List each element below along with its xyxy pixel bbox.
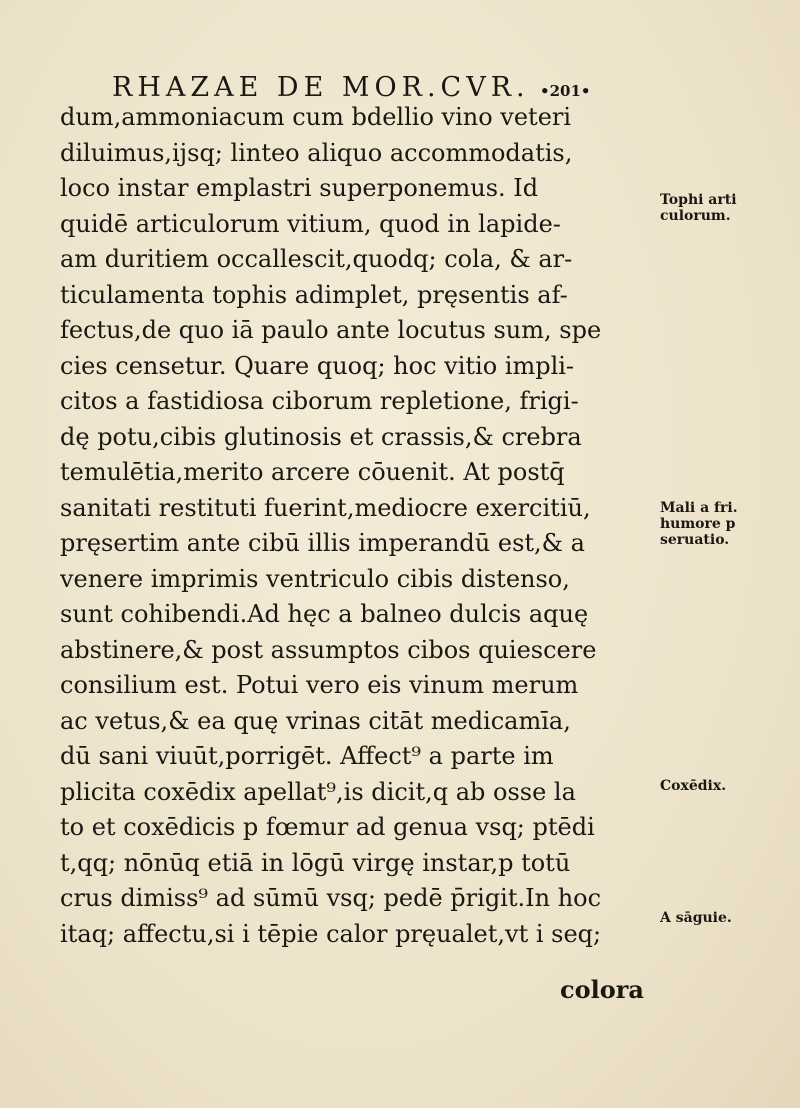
margin-note-line: humore p: [660, 516, 736, 532]
margin-note-line: A sāguie.: [660, 910, 732, 926]
text-line: temulētia,merito arcere cōuenit. At postq̄: [60, 458, 565, 486]
margin-note-mali: [660, 500, 792, 548]
text-line: cies censetur. Quare quoq; hoc vitio impli-: [60, 351, 575, 380]
text-line: diluimus,ijsq; linteo aliquo accommodatis,: [60, 138, 573, 167]
text-line: sunt cohibendi.Ad hęc a balneo dulcis aquę: [60, 600, 589, 628]
text-line: ticulamenta tophis adimplet, pręsentis af-: [60, 280, 568, 309]
margin-note-line: culorum.: [660, 208, 731, 224]
margin-note-tophi: [660, 192, 792, 224]
text-line: dum,ammoniacum cum bdellio vino veteri: [60, 103, 572, 131]
running-title: RHAZAE DE MOR.CVR.: [112, 72, 530, 103]
text-line: quidē articulorum vitium, quod in lapide-: [60, 209, 561, 238]
text-line: abstinere,& post assumptos cibos quiescere: [60, 635, 597, 664]
text-line: loco instar emplastri superponemus. Id: [60, 174, 539, 202]
text-line: pręsertim ante cibū illis imperandū est,& a: [60, 529, 585, 557]
text-line: am duritiem occallescit,quodq; cola, & ar-: [60, 245, 573, 273]
margin-note-line: Mali a fri.: [660, 500, 738, 516]
margin-note-coxendix: [660, 778, 792, 794]
text-line: fectus,de quo iā paulo ante locutus sum, spe: [60, 316, 602, 344]
margin-note-line: Tophi arti: [660, 192, 737, 208]
text-line: venere imprimis ventriculo cibis distenso,: [60, 564, 570, 593]
margin-note-line: seruatio.: [660, 532, 730, 548]
text-line: sanitati restituti fuerint,mediocre exercitiū,: [60, 493, 591, 522]
text-line: dū sani viuūt,porrigēt. Affect⁹ a parte im: [60, 742, 554, 770]
main-text-block: [60, 100, 660, 952]
text-line: consilium est. Potui vero eis vinum merum: [60, 671, 579, 699]
margin-note-line: Coxēdix.: [660, 778, 727, 794]
margin-note-sanguine: [660, 910, 792, 926]
text-line: t,qq; nōnūq etiā in lōgū virgę instar,p totū: [60, 848, 571, 877]
text-line: plicita coxēdix apellat⁹,is dicit,q ab osse la: [60, 777, 576, 806]
catchword: colora: [560, 975, 644, 1004]
page-number: •201•: [540, 82, 591, 100]
text-line: to et coxēdicis p fœmur ad genua vsq; ptēdi: [60, 813, 595, 841]
text-line: itaq; affectu,si i tēpie calor pręualet,vt i seq;: [60, 919, 602, 948]
text-line: crus dimiss⁹ ad sūmū vsq; pedē p̄rigit.In hoc: [60, 884, 602, 912]
text-line: dę potu,cibis glutinosis et crassis,& crebra: [60, 422, 582, 451]
text-line: ac vetus,& ea quę vrinas citāt medicamīa,: [60, 706, 571, 735]
text-line: citos a fastidiosa ciborum repletione, frigi-: [60, 387, 579, 415]
